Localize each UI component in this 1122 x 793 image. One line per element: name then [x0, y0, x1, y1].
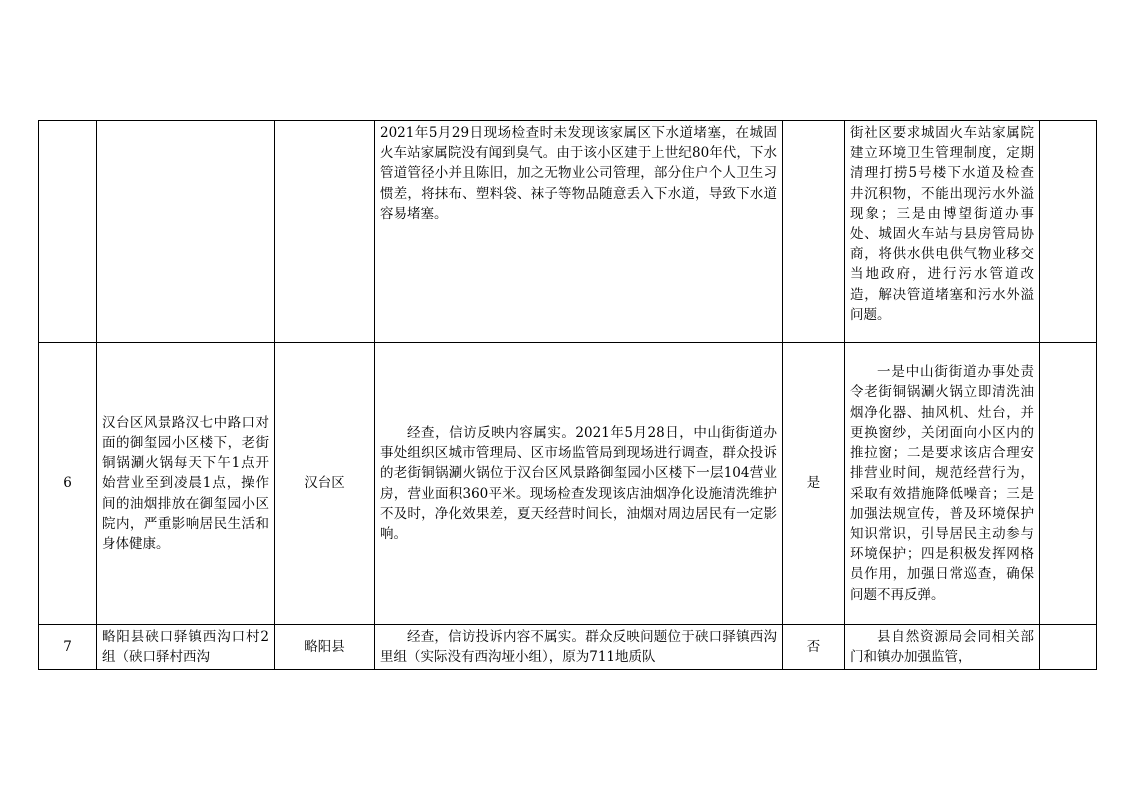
complaint-cell: 略阳县硖口驿镇西沟口村2组（硖口驿村西沟: [97, 625, 275, 670]
verified-cell: [783, 121, 845, 343]
row-number: [39, 121, 97, 343]
finding-cell: 经查，信访投诉内容不属实。群众反映问题位于硖口驿镇西沟里组（实际没有西沟垭小组），原为711地质队: [375, 625, 783, 670]
measures-cell: 街社区要求城固火车站家属院建立环境卫生管理制度，定期清理打捞5号楼下水道及检查井沉积物，不能出现污水外溢现象；三是由博望街道办事处、城固火车站与县房管局协商，将供水供电供气物业移交当地政府，进行污水管道改造，解决管道堵塞和污水外溢问题。: [845, 121, 1040, 343]
complaint-table: [38, 120, 1097, 670]
verified-cell: 是: [783, 343, 845, 625]
measures-cell: 县自然资源局会同相关部门和镇办加强监管，: [845, 625, 1040, 670]
verified-cell: 否: [783, 625, 845, 670]
district-cell: 略阳县: [275, 625, 375, 670]
table-row: [39, 343, 1097, 625]
district-cell: [275, 121, 375, 343]
finding-cell: 2021年5月29日现场检查时未发现该家属区下水道堵塞，在城固火车站家属院没有闻到臭气。由于该小区建于上世纪80年代，下水管道管径小并且陈旧，加之无物业公司管理，部分住户个人卫生习惯差，将抹布、塑料袋、袜子等物品随意丢入下水道，导致下水道容易堵塞。: [375, 121, 783, 343]
complaint-cell: 汉台区风景路汉七中路口对面的御玺园小区楼下，老街铜锅涮火锅每天下午1点开始营业至到凌晨1点，操作间的油烟排放在御玺园小区院内，严重影响居民生活和身体健康。: [97, 343, 275, 625]
table-row: [39, 625, 1097, 670]
measures-cell: 一是中山街街道办事处责令老街铜锅涮火锅立即清洗油烟净化器、抽风机、灶台，并更换窗纱，关闭面向小区内的推拉窗；二是要求该店合理安排营业时间，规范经营行为，采取有效措施降低噪音；三是加强法规宣传，普及环境保护知识常识，引导居民主动参与环境保护；四是积极发挥网格员作用，加强日常巡查，确保问题不再反弹。: [845, 343, 1040, 625]
finding-cell: 经查，信访反映内容属实。2021年5月28日，中山街街道办事处组织区城市管理局、区市场监管局到现场进行调查，群众投诉的老街铜锅涮火锅位于汉台区风景路御玺园小区楼下一层104营业房，营业面积360平米。现场检查发现该店油烟净化设施清洗维护不及时，净化效果差，夏天经营时间长，油烟对周边居民有一定影响。: [375, 343, 783, 625]
remark-cell: [1040, 625, 1097, 670]
complaint-cell: [97, 121, 275, 343]
row-number: 6: [39, 343, 97, 625]
remark-cell: [1040, 121, 1097, 343]
row-number: 7: [39, 625, 97, 670]
remark-cell: [1040, 343, 1097, 625]
table-row: [39, 121, 1097, 343]
district-cell: 汉台区: [275, 343, 375, 625]
